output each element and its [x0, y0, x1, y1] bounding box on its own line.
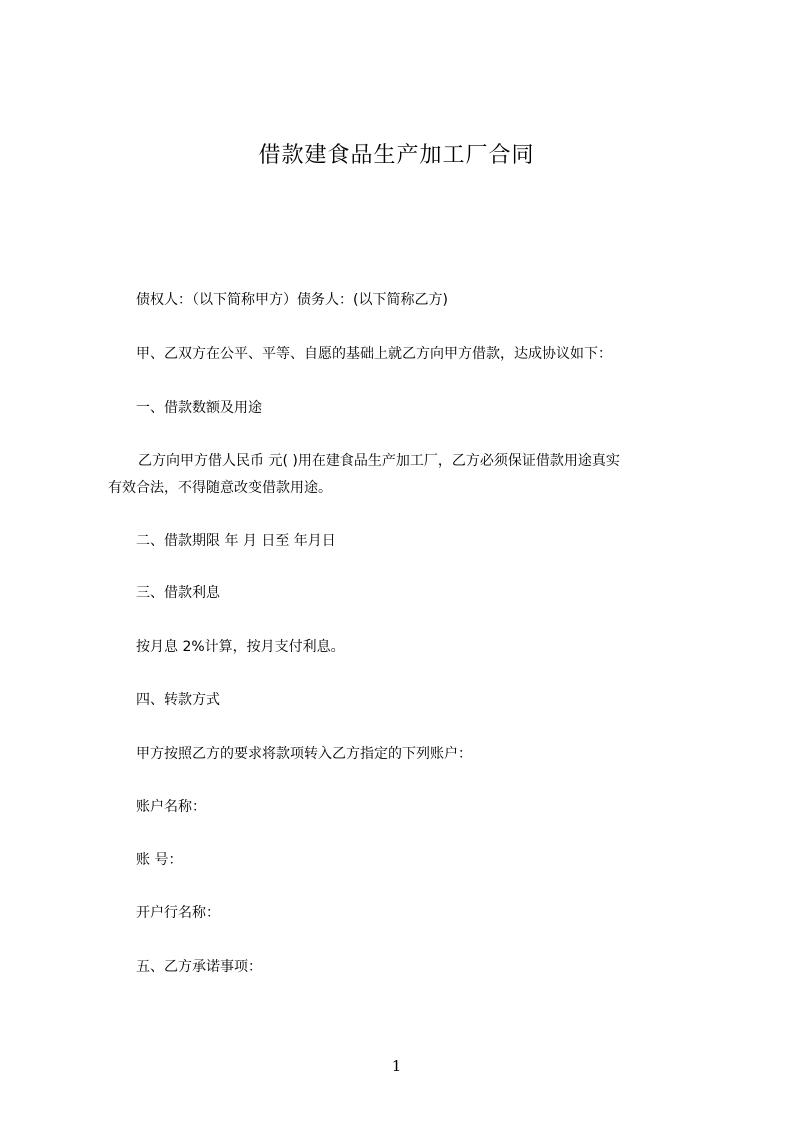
section5-heading: 五、乙方承诺事项： — [136, 959, 262, 975]
section4-body: 甲方按照乙方的要求将款项转入乙方指定的下列账户： — [136, 746, 472, 762]
intro-paragraph: 甲、乙双方在公平、平等、自愿的基础上就乙方向甲方借款，达成协议如下： — [136, 346, 612, 362]
section1-heading: 一、借款数额及用途 — [136, 400, 262, 416]
section1-body-line2: 有效合法，不得随意改变借款用途。 — [108, 480, 332, 496]
section3-heading: 三、借款利息 — [136, 585, 220, 601]
account-number-field: 账 号： — [136, 852, 183, 868]
section4-heading: 四、转款方式 — [136, 692, 220, 708]
account-name-field: 账户名称： — [136, 799, 206, 815]
section1-body-line1: 乙方向甲方借人民币 元( )用在建食品生产加工厂，乙方必须保证借款用途真实 — [138, 453, 620, 469]
parties-paragraph: 债权人：（以下简称甲方）债务人：(以下简称乙方) — [136, 292, 448, 308]
document-title: 借款建食品生产加工厂合同 — [258, 143, 535, 168]
section3-body: 按月息 2%计算，按月支付利息。 — [136, 639, 345, 655]
bank-name-field: 开户行名称： — [136, 905, 220, 921]
page-number: 1 — [391, 1057, 402, 1075]
section2-term: 二、借款期限 年 月 日至 年月日 — [136, 533, 336, 549]
